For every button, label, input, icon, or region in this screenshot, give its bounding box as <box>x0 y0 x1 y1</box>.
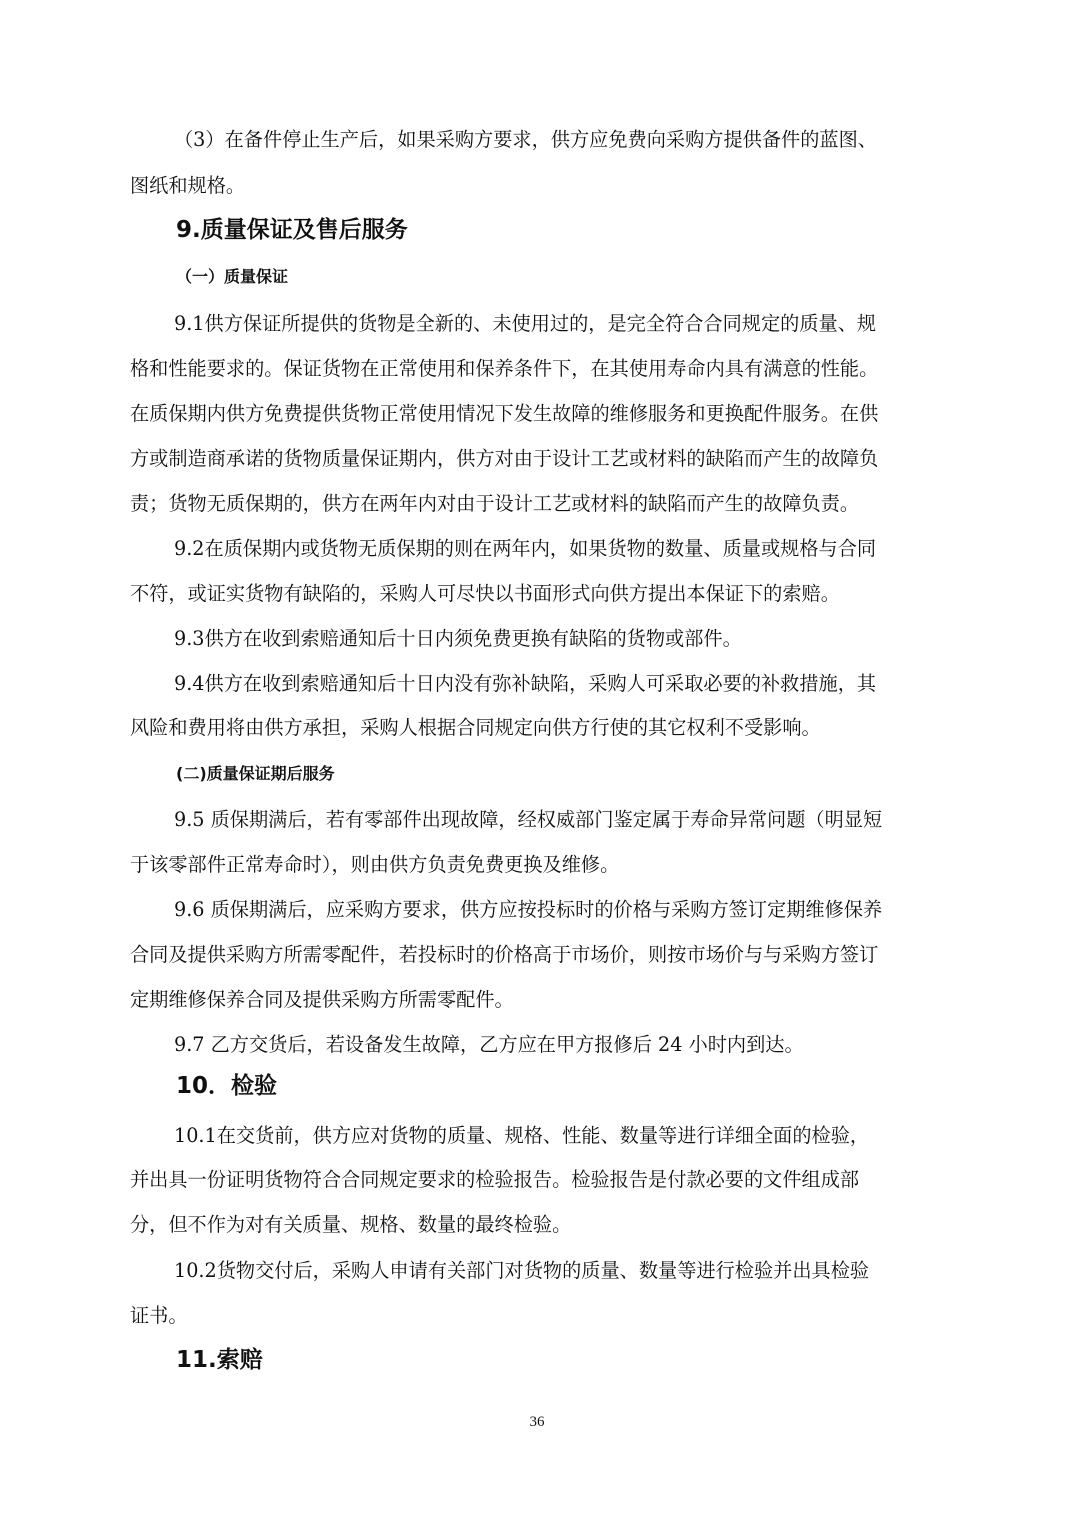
paragraph-line: 责；货物无质保期的，供方在两年内对由于设计工艺或材料的缺陷而产生的故障负责。 <box>130 492 860 515</box>
paragraph-line: 9.7 乙方交货后，若设备发生故障，乙方应在甲方报修后 24 小时内到达。 <box>174 1033 804 1056</box>
paragraph-line: 定期维修保养合同及提供采购方所需零配件。 <box>130 988 514 1011</box>
paragraph-line: 并出具一份证明货物符合合同规定要求的检验报告。检验报告是付款必要的文件组成部 <box>130 1168 860 1191</box>
page-number: 36 <box>529 1414 545 1430</box>
paragraph-line: 格和性能要求的。保证货物在正常使用和保养条件下，在其使用寿命内具有满意的性能。 <box>130 357 879 380</box>
paragraph-line: 方或制造商承诺的货物质量保证期内，供方对由于设计工艺或材料的缺陷而产生的故障负 <box>130 447 879 470</box>
paragraph-line: 9.4供方在收到索赔通知后十日内没有弥补缺陷，采购人可采取必要的补救措施，其 <box>174 672 877 695</box>
paragraph-line: 9.1供方保证所提供的货物是全新的、未使用过的，是完全符合合同规定的质量、规 <box>174 312 877 335</box>
paragraph-line: 10.2货物交付后，采购人申请有关部门对货物的质量、数量等进行检验并出具检验 <box>174 1259 870 1282</box>
subsection-heading: （一）质量保证 <box>176 267 289 286</box>
paragraph-line: 9.5 质保期满后，若有零部件出现故障，经权威部门鉴定属于寿命异常问题（明显短 <box>174 808 883 831</box>
paragraph-line: 9.3供方在收到索赔通知后十日内须免费更换有缺陷的货物或部件。 <box>174 627 742 650</box>
paragraph-line: 合同及提供采购方所需零配件，若投标时的价格高于市场价，则按市场价与与采购方签订 <box>130 943 879 966</box>
section-heading-9: 9.质量保证及售后服务 <box>176 217 408 243</box>
paragraph-line: 不符，或证实货物有缺陷的，采购人可尽快以书面形式向供方提出本保证下的索赔。 <box>130 582 840 605</box>
paragraph-line: 图纸和规格。 <box>130 174 246 197</box>
paragraph-line: （3）在备件停止生产后，如果采购方要求，供方应免费向采购方提供备件的蓝图、 <box>174 128 877 151</box>
section-heading-10: 10．检验 <box>176 1073 278 1099</box>
paragraph-line: 分，但不作为对有关质量、规格、数量的最终检验。 <box>130 1213 572 1236</box>
paragraph-line: 10.1在交货前，供方应对货物的质量、规格、性能、数量等进行详细全面的检验， <box>174 1124 870 1147</box>
paragraph-line: 证书。 <box>130 1304 188 1327</box>
paragraph-line: 9.2在质保期内或货物无质保期的则在两年内，如果货物的数量、质量或规格与合同 <box>174 537 877 560</box>
subsection-heading: (二)质量保证期后服务 <box>176 764 335 783</box>
paragraph-line: 9.6 质保期满后，应采购方要求，供方应按投标时的价格与采购方签订定期维修保养 <box>174 898 883 921</box>
paragraph-line: 在质保期内供方免费提供货物正常使用情况下发生故障的维修服务和更换配件服务。在供 <box>130 402 879 425</box>
section-heading-11: 11.索赔 <box>176 1347 263 1373</box>
paragraph-line: 于该零部件正常寿命时），则由供方负责免费更换及维修。 <box>130 853 620 876</box>
paragraph-line: 风险和费用将由供方承担，采购人根据合同规定向供方行使的其它权利不受影响。 <box>130 716 821 739</box>
